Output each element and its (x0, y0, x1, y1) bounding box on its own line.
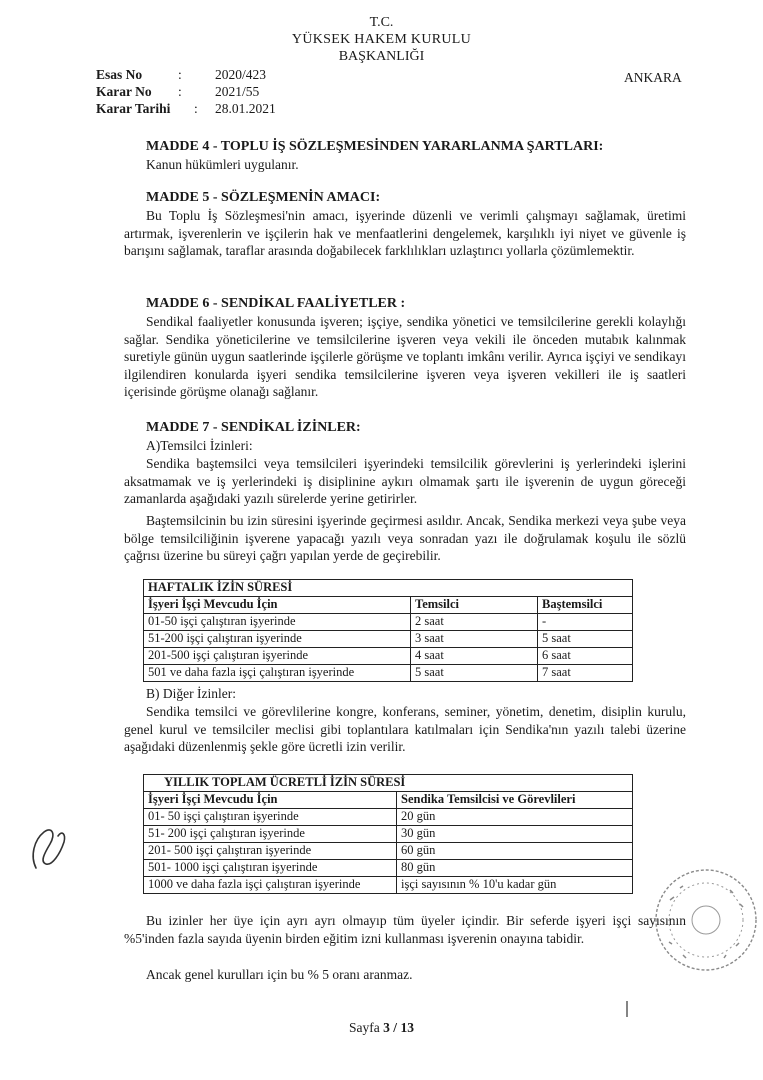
madde7-para4: Bu izinler her üye için ayrı ayrı olmayıp tüm üyeler içindir. Bir seferde işyeri işçi sayısının %5'inden fazla sayıda üyenin birden eğitim izni kullanması işverenin onayına tabidir. (124, 913, 686, 946)
madde7-para1: Sendika baştemsilci veya temsilcileri işyerindeki temsilcilik görevlerini iş yerlerindeki işlerini aksatmamak ve iş yerlerindeki iş disiplinine aykırı olmamak şartı ile işverenin de uygun göreceği zamanlarda aşağıdaki yazılı sürelerde yerine getirirler. (124, 456, 686, 506)
table-cell: 201- 500 işçi çalıştıran işyerinde (144, 843, 397, 860)
madde6-title: MADDE 6 - SENDİKAL FAALİYETLER : (146, 296, 406, 311)
official-stamp (640, 860, 758, 980)
page-prefix: Sayfa (349, 1020, 384, 1035)
esas-colon: : (178, 67, 182, 82)
table-cell: 2 saat (411, 614, 538, 631)
table-cell: 6 saat (538, 648, 633, 665)
madde7-sub-a: A)Temsilci İzinleri: (146, 438, 253, 453)
handwritten-initial (22, 818, 82, 878)
table-cell: işçi sayısının % 10'u kadar gün (397, 877, 633, 894)
col-header-temsilci: Temsilci (411, 597, 538, 614)
table-row (144, 809, 633, 826)
table-cell: 80 gün (397, 860, 633, 877)
margin-mark (624, 1000, 630, 1018)
table-cell: 60 gün (397, 843, 633, 860)
madde6-text: Sendikal faaliyetler konusunda işveren; işçiye, sendika yönetici ve temsilcilerine gerekli kolaylığı sağlar. Sendika yöneticilerine ve temsilcilerine işveren veya vekili ile önceden mutabık kalınmak suretiyle günün uygun saatlerinde işçilerle görüşme ve toplantı imkânı verilir. Ayrıca işçiyi ve sendikayı ilgilendiren konularda işyeri sendika temsilcilerine işveren veya işveren vekilleri ile iş saatleri içerisinde görüşme olanağı sağlanır. (124, 314, 686, 399)
table-cell: 5 saat (411, 665, 538, 682)
header-presidency: BAŞKANLIĞI (338, 49, 425, 64)
table-cell: - (538, 614, 633, 631)
table-cell: 51- 200 işçi çalıştıran işyerinde (144, 826, 397, 843)
table-cell: 01- 50 işçi çalıştıran işyerinde (144, 809, 397, 826)
table-cell: 7 saat (538, 665, 633, 682)
esas-label: Esas No (96, 67, 143, 82)
karar-value: 2021/55 (215, 84, 260, 99)
table-row (144, 826, 633, 843)
table-row (144, 631, 633, 648)
header-city: ANKARA (624, 70, 682, 85)
table-cell: 51-200 işçi çalıştıran işyerinde (144, 631, 411, 648)
header-tc: T.C. (369, 15, 394, 30)
page-number (0, 1020, 763, 1036)
table-cell: 201-500 işçi çalıştıran işyerinde (144, 648, 411, 665)
header-institution: YÜKSEK HAKEM KURULU (291, 32, 472, 47)
madde7-sub-b: B) Diğer İzinler: (146, 686, 236, 701)
tarih-value: 28.01.2021 (215, 101, 276, 116)
page-total: 13 (400, 1020, 414, 1035)
madde4-title: MADDE 4 - TOPLU İŞ SÖZLEŞMESİNDEN YARARLANMA ŞARTLARI: (146, 139, 604, 154)
annual-leave-table (143, 774, 633, 894)
table-row (144, 843, 633, 860)
col-header-workplace: İşyeri İşçi Mevcudu İçin (144, 597, 411, 614)
esas-value: 2020/423 (215, 67, 267, 82)
table-cell: 4 saat (411, 648, 538, 665)
table-row (144, 860, 633, 877)
table-row (144, 614, 633, 631)
tarih-colon: : (194, 101, 198, 116)
col-header-bastemsilci: Baştemsilci (538, 597, 633, 614)
table-row (144, 665, 633, 682)
madde7-para5: Ancak genel kurulları için bu % 5 oranı aranmaz. (146, 967, 413, 982)
page-current: 3 (383, 1020, 390, 1035)
col-header-workplace: İşyeri İşçi Mevcudu İçin (144, 792, 397, 809)
madde5-title: MADDE 5 - SÖZLEŞMENİN AMACI: (146, 190, 381, 205)
tarih-label: Karar Tarihi (96, 101, 171, 116)
madde5-text: Bu Toplu İş Sözleşmesi'nin amacı, işyerinde düzenli ve verimli çalışmayı sağlamak, üretimi artırmak, işverenlerin ve işçilerin hak ve menfaatlerini dengelemek, karşılıklı iyi niyet ve güvenle iş barışını sağlamak, taraflar arasında doğabilecek farklılıkları uzlaştırıcı yollarla çözümlemektir. (124, 208, 686, 258)
table-title-row (144, 775, 633, 792)
karar-label: Karar No (96, 84, 152, 99)
col-header-representatives: Sendika Temsilcisi ve Görevlileri (397, 792, 633, 809)
weekly-leave-title: HAFTALIK İZİN SÜRESİ (144, 580, 633, 597)
table-header-row (144, 597, 633, 614)
table-cell: 01-50 işçi çalıştıran işyerinde (144, 614, 411, 631)
madde4-text: Kanun hükümleri uygulanır. (146, 157, 299, 172)
table-cell: 1000 ve daha fazla işçi çalıştıran işyerinde (144, 877, 397, 894)
table-row (144, 648, 633, 665)
table-title-row (144, 580, 633, 597)
table-row (144, 877, 633, 894)
weekly-leave-table (143, 579, 633, 682)
table-cell: 30 gün (397, 826, 633, 843)
annual-leave-title: YILLIK TOPLAM ÜCRETLİ İZİN SÜRESİ (144, 775, 633, 792)
table-cell: 3 saat (411, 631, 538, 648)
table-cell: 20 gün (397, 809, 633, 826)
table-header-row (144, 792, 633, 809)
karar-colon: : (178, 84, 182, 99)
madde7-para2: Baştemsilcinin bu izin süresini işyerinde geçirmesi asıldır. Ancak, Sendika merkezi veya şube veya bölge temsilciliğinin işverene yapacağı yazılı veya sonradan yazı ile doğrulamak koşulu ile sözlü çağrısı üzerine bu süreyi çağrı yapılan yerde de geçirebilir. (124, 513, 686, 563)
table-cell: 501 ve daha fazla işçi çalıştıran işyerinde (144, 665, 411, 682)
table-cell: 5 saat (538, 631, 633, 648)
page-separator: / (389, 1020, 401, 1035)
table-cell: 501- 1000 işçi çalıştıran işyerinde (144, 860, 397, 877)
madde7-para3: Sendika temsilci ve görevlilerine kongre, konferans, seminer, yönetim, denetim, disiplin kurulu, genel kurul ve temsilciler meclisi gibi toplantılara katılmaları için Sendika'nın yazılı talebi üzerine aşağıdaki düzenlenmiş şekle göre ücretli izin verilir. (124, 704, 686, 754)
madde7-title: MADDE 7 - SENDİKAL İZİNLER: (146, 420, 361, 435)
